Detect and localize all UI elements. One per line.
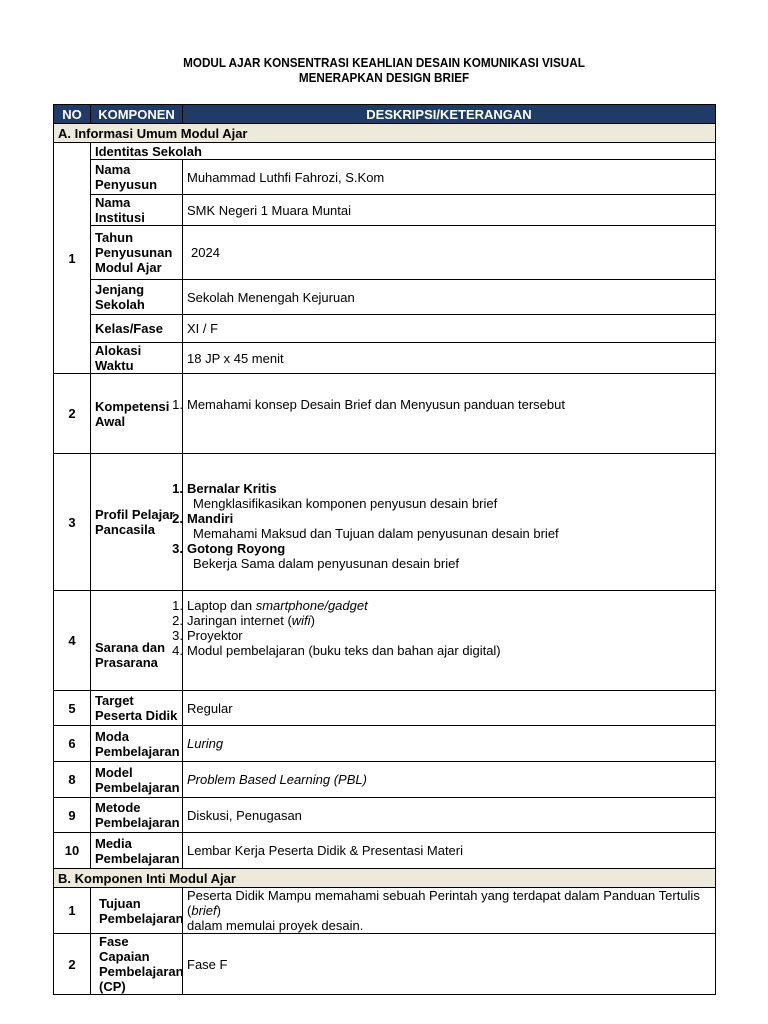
row-label: Fase Capaian Pembelajaran (CP)	[91, 934, 183, 995]
profil-row	[54, 454, 716, 591]
row-value: SMK Negeri 1 Muara Muntai	[183, 195, 716, 226]
row-number: 9	[54, 798, 91, 833]
list-title: Mandiri	[187, 511, 234, 526]
title-line-1: MODUL AJAR KONSENTRASI KEAHLIAN DESAIN KOMUNIKASI VISUAL	[183, 55, 585, 70]
list-number: 3.	[172, 628, 183, 643]
row-value: Sekolah Menengah Kejuruan	[183, 280, 716, 315]
row-value: 2024	[183, 226, 716, 280]
tujuan-text-italic: brief	[191, 903, 217, 918]
list-item	[172, 397, 711, 412]
table-row	[54, 762, 716, 798]
row-value: 18 JP x 45 menit	[183, 343, 716, 374]
row-value-italic: Luring	[187, 736, 224, 751]
list-desc: Memahami Maksud dan Tujuan dalam penyusunan desain brief	[193, 526, 559, 541]
section-b-heading: B. Komponen Inti Modul Ajar	[54, 869, 716, 888]
list-number: 1.	[172, 598, 183, 613]
list-number: 2.	[172, 613, 183, 628]
row-label: Tujuan Pembelajaran	[91, 888, 183, 934]
row-number: 8	[54, 762, 91, 798]
row-label: Model Pembelajaran	[91, 762, 183, 798]
tujuan-text-line2: dalam memulai proyek desain.	[187, 918, 364, 933]
list-text: Proyektor	[187, 628, 243, 643]
list-item	[172, 643, 711, 658]
tujuan-text-tail: )	[216, 903, 221, 918]
row-value: Regular	[183, 691, 716, 726]
row-number: 6	[54, 726, 91, 762]
row-value: Diskusi, Penugasan	[183, 798, 716, 833]
tujuan-row	[54, 888, 716, 934]
profil-list	[172, 481, 711, 571]
row-number: 10	[54, 833, 91, 869]
list-text: Laptop dan	[187, 598, 256, 613]
row-value: Fase F	[183, 934, 716, 995]
row-label: Alokasi Waktu	[91, 343, 183, 374]
header-deskripsi: DESKRIPSI/KETERANGAN	[183, 105, 716, 124]
list-item	[172, 481, 711, 511]
row-label: Nama Penyusun	[91, 160, 183, 195]
sarana-list	[172, 598, 711, 658]
row-number: 2	[54, 374, 91, 454]
list-item	[172, 628, 711, 643]
list-item	[172, 613, 711, 628]
row-label: Kompetensi Awal	[91, 374, 183, 454]
row-label: Target Peserta Didik	[91, 691, 183, 726]
table-row	[54, 343, 716, 374]
list-text-italic: smartphone/gadget	[255, 598, 368, 613]
table-row	[54, 315, 716, 343]
row-value: Lembar Kerja Peserta Didik & Presentasi Materi	[183, 833, 716, 869]
table-header-row	[54, 105, 716, 124]
list-title: Bernalar Kritis	[187, 481, 277, 496]
list-item	[172, 598, 711, 613]
row-value: XI / F	[183, 315, 716, 343]
kompetensi-list	[172, 397, 711, 412]
row-label: Nama Institusi	[91, 195, 183, 226]
document-title	[38, 55, 729, 85]
section-b-row	[54, 869, 716, 888]
row-value-italic: Problem Based Learning (PBL)	[187, 772, 367, 787]
list-text: Jaringan internet (	[187, 613, 292, 628]
row-number: 1	[54, 143, 91, 374]
list-text: Modul pembelajaran (buku teks dan bahan ajar digital)	[187, 643, 501, 658]
title-line-2: MENERAPKAN DESIGN BRIEF	[298, 70, 470, 85]
tujuan-text: Peserta Didik Mampu memahami sebuah Perintah yang terdapat dalam Panduan Tertulis (	[187, 888, 700, 918]
sarana-row	[54, 591, 716, 691]
list-title: Gotong Royong	[187, 541, 286, 556]
list-desc: Mengklasifikasikan komponen penyusun desain brief	[193, 496, 498, 511]
list-number: 1.	[172, 481, 183, 496]
row-label: Sarana dan Prasarana	[91, 591, 183, 691]
identitas-heading-row	[54, 143, 716, 160]
row-value	[172, 591, 716, 691]
row-number: 5	[54, 691, 91, 726]
table-row	[54, 798, 716, 833]
row-label: Kelas/Fase	[91, 315, 183, 343]
list-item	[172, 511, 711, 541]
list-text-tail: )	[310, 613, 315, 628]
row-number: 3	[54, 454, 91, 591]
list-desc: Bekerja Sama dalam penyusunan desain brief	[193, 556, 459, 571]
header-no: NO	[54, 105, 91, 124]
table-row	[54, 195, 716, 226]
fase-row	[54, 934, 716, 995]
row-value	[183, 726, 716, 762]
list-number: 1.	[172, 397, 183, 412]
row-value	[183, 762, 716, 798]
list-text-italic: wifi	[291, 613, 311, 628]
row-value	[172, 374, 716, 454]
row-label: Profil Pelajar Pancasila	[91, 454, 183, 591]
table-row	[54, 226, 716, 280]
list-number: 3.	[172, 541, 183, 556]
row-label: Metode Pembelajaran	[91, 798, 183, 833]
table-row	[54, 691, 716, 726]
identitas-heading: Identitas Sekolah	[91, 143, 716, 160]
list-item	[172, 541, 711, 571]
section-a-heading: A. Informasi Umum Modul Ajar	[54, 124, 716, 143]
row-label: Media Pembelajaran	[91, 833, 183, 869]
row-number: 2	[54, 934, 91, 995]
modul-ajar-table	[53, 104, 716, 995]
row-number: 4	[54, 591, 91, 691]
table-row	[54, 160, 716, 195]
table-row	[54, 726, 716, 762]
kompetensi-row	[54, 374, 716, 454]
table-row	[54, 833, 716, 869]
row-label: Moda Pembelajaran	[91, 726, 183, 762]
row-value: Muhammad Luthfi Fahrozi, S.Kom	[183, 160, 716, 195]
list-number: 4.	[172, 643, 183, 658]
row-label: Tahun Penyusunan Modul Ajar	[91, 226, 183, 280]
row-label: Jenjang Sekolah	[91, 280, 183, 315]
table-row	[54, 280, 716, 315]
list-text: Memahami konsep Desain Brief dan Menyusun panduan tersebut	[187, 397, 565, 412]
header-komponen: KOMPONEN	[91, 105, 183, 124]
row-number: 1	[54, 888, 91, 934]
row-value	[172, 454, 716, 591]
list-number: 2.	[172, 511, 183, 526]
row-value	[183, 888, 716, 934]
section-a-row	[54, 124, 716, 143]
